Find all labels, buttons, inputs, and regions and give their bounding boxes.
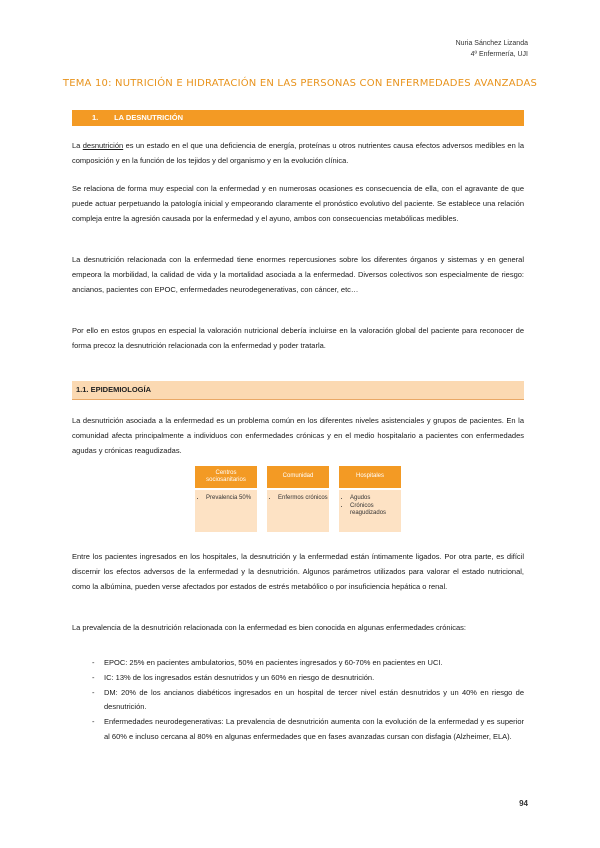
diagram-column-hospitales: [339, 466, 401, 532]
section-title: 1.1. EPIDEMIOLOGÍA: [76, 385, 152, 394]
list-item: [72, 686, 524, 716]
diagram-column-title: Comunidad: [267, 466, 329, 488]
list-item-text: IC: 13% de los ingresados están desnutridos y un 60% en riesgo de desnutrición.: [104, 672, 375, 682]
section-heading-desnutricion: [72, 110, 524, 126]
page-number: 94: [519, 799, 528, 808]
paragraph-assessment: Por ello en estos grupos en especial la valoración nutricional debería incluirse en la valoración global del paciente para reconocer de forma precoz la desnutrición relacionada con la enfermedad y poder tratarla.: [72, 326, 524, 350]
section-heading-epidemiologia: [72, 381, 524, 400]
paragraph-epi-intro: La desnutrición asociada a la enfermedad es un problema común en los diferentes niveles asistenciales y grupos de pacientes. En la comunidad afecta principalmente a individuos con enfermedades crónicas y en el medio hospitalario a pacientes con enfermedades agudas y crónicas reagudizadas.: [72, 416, 524, 455]
header-course: 4º Enfermería, UJI: [470, 51, 528, 58]
diagram-column-comunidad: [267, 466, 329, 532]
diagram-bullet: • Agudos: [350, 495, 401, 503]
diagram-bullet: • Crónicos reagudizados: [350, 503, 401, 518]
list-dash: -: [92, 672, 95, 682]
definition-lead: La: [72, 141, 83, 150]
document-title: TEMA 10: NUTRICIÓN E HIDRATACIÓN EN LAS PERSONAS CON ENFERMEDADES AVANZADAS: [62, 78, 538, 89]
list-dash: -: [92, 658, 95, 667]
prevalence-diagram: [195, 466, 401, 532]
list-item-text: DM: 20% de los ancianos diabéticos ingresados en un hospital de tercer nivel están desnutridos y un 40% en riesgo de desnutrición.: [104, 687, 524, 712]
diagram-column-title: Centros sociosanitarios: [195, 466, 257, 488]
paragraph-definition: [72, 139, 524, 169]
list-item-text: Enfermedades neurodegenerativas: La prevalencia de desnutrición aumenta con la evolución de la enfermedad y es superior al 60% e incluso cercana al 80% en algunas enfermedades que en fases avanzadas cursan con disfagia (Alzheimer, ELA).: [104, 717, 524, 741]
section-number: 1.: [92, 113, 99, 122]
diagram-bullet: • Enfermos crónicos: [278, 495, 329, 503]
section-title: LA DESNUTRICIÓN: [114, 113, 183, 122]
list-item: [72, 656, 524, 671]
list-item-text: EPOC: 25% en pacientes ambulatorios, 50% en pacientes ingresados y 60-70% en pacientes en UCI.: [104, 658, 443, 667]
paragraph-relation: Se relaciona de forma muy especial con la enfermedad y en numerosas ocasiones es consecuencia de ella, con el agravante de que puede actuar perpetuando la patología inicial y empeorando claramente el pronóstico evolutivo del paciente. Se establece una relación compleja entre la agresión causada por la enfermedad y el ayuno, ambos con consecuencias metabólicas medibles.: [72, 184, 524, 223]
list-item: [72, 715, 524, 745]
diagram-column-body: [195, 490, 257, 532]
paragraph-epi-hospital: Entre los pacientes ingresados en los hospitales, la desnutrición y la enfermedad están íntimamente ligados. Por otra parte, es difícil discernir los efectos adversos de la enfermedad y la desnutrición. Algunos parámetros utilizados para valorar el estado nutricional, como la albúmina, pueden verse afectados por estados de estrés metabólico o por insuficiencia hepática o renal.: [72, 552, 524, 591]
diagram-column-centros: [195, 466, 257, 532]
header-author: Nuria Sánchez Lizanda: [455, 40, 528, 47]
diagram-column-body: [267, 490, 329, 532]
definition-text: es un estado en el que una deficiencia de energía, proteínas u otros nutrientes causa efectos adversos medibles en la composición y en la función de los tejidos y del organismo y en la evolución clínica.: [72, 141, 524, 165]
list-dash: -: [92, 717, 95, 727]
paragraph-repercussions: La desnutrición relacionada con la enfermedad tiene enormes repercusiones sobre los diferentes órganos y sistemas y en general empeora la morbilidad, la calidad de vida y la mortalidad asociada a la enfermedad. Diversos colectivos son especialmente de riesgo: ancianos, pacientes con EPOC, enfermedades neurodegenerativas, con cáncer, etc…: [72, 255, 524, 294]
prevalence-list: [72, 656, 524, 745]
page-header: [456, 38, 528, 60]
diagram-column-body: [339, 490, 401, 532]
diagram-bullet: • Prevalencia 50%: [206, 495, 257, 503]
list-item: [72, 671, 524, 686]
definition-term: desnutrición: [82, 141, 124, 150]
diagram-column-title: Hospitales: [339, 466, 401, 488]
paragraph-epi-prevalence: La prevalencia de la desnutrición relacionada con la enfermedad es bien conocida en algunas enfermedades crónicas:: [72, 623, 467, 632]
list-dash: -: [92, 687, 95, 697]
